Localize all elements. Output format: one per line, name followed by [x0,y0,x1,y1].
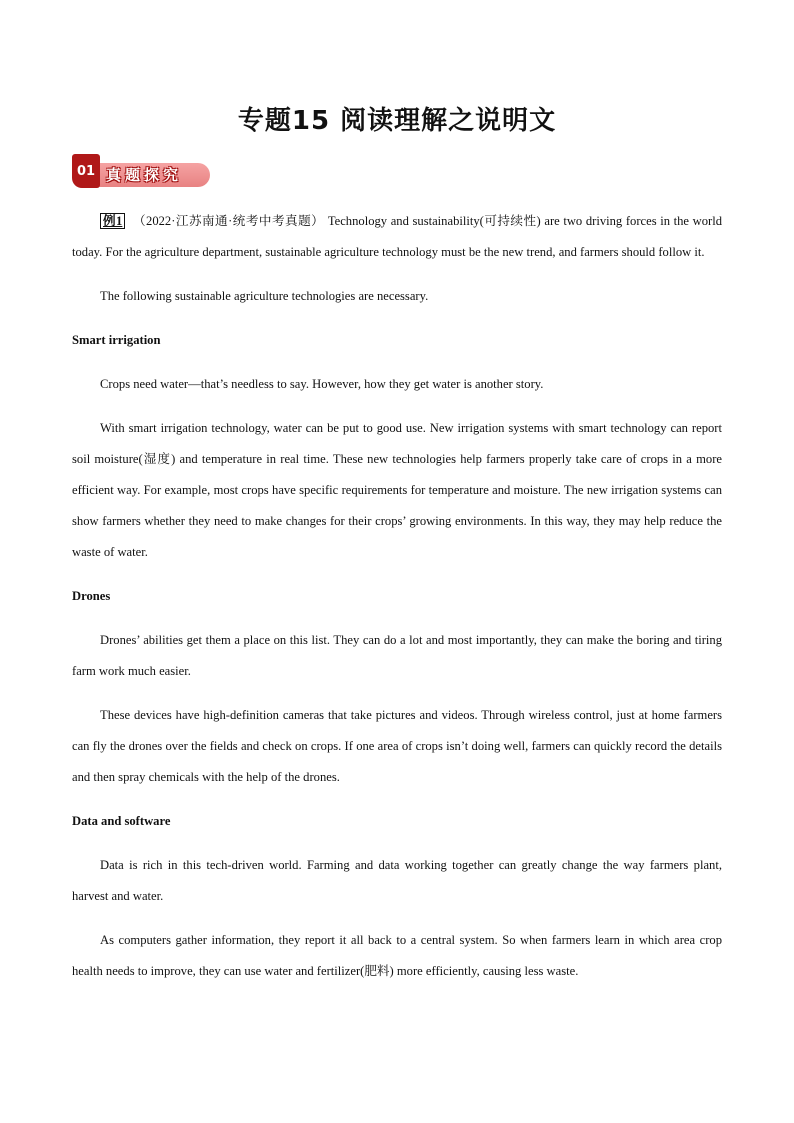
example-intro-text: Technology and sustainability(可持续性) are two driving forces in the world today. For the agriculture department, sustainable agriculture technology must be the new trend, and farmers should follow it. [72,214,722,259]
page-title: 专题15 阅读理解之说明文 [237,106,557,136]
article-body [72,206,722,1000]
paragraph: Drones’ abilities get them a place on this list. They can do a lot and most importantly, they can make the boring and tiring farm work much easier. [72,633,722,678]
paragraph: With smart irrigation technology, water can be put to good use. New irrigation systems with smart technology can report soil moisture(湿度) and temperature in real time. These new technologies help farmers properly take care of crops in a more efficient way. For example, most crops have specific requirements for temperature and moisture. The new irrigation systems can show farmers whether they need to make changes for their crops’ growing environments. In this way, they may help reduce the waste of water. [72,421,722,559]
paragraph: Crops need water—that’s needless to say. However, how they get water is another story. [100,377,544,391]
example-label: 例1 [100,213,125,229]
section-tag-label: 真题探究 [106,166,183,184]
section-heading-smart-irrigation: Smart irrigation [72,333,161,347]
example-source: （2022·江苏南通·统考中考真题） [132,214,325,228]
section-number-badge: 01 [72,154,100,188]
section-tag [72,154,212,188]
example-intro-paragraph [72,206,722,268]
following-paragraph: The following sustainable agriculture technologies are necessary. [100,289,429,303]
section-heading-data-and-software: Data and software [72,814,171,828]
paragraph: Data is rich in this tech-driven world. Farming and data working together can greatly change the way farmers plant, harvest and water. [72,858,722,903]
paragraph: These devices have high-definition cameras that take pictures and videos. Through wireless control, just at home farmers can fly the drones over the fields and check on crops. If one area of crops isn’t doing well, farmers can quickly record the details and then spray chemicals with the help of the drones. [72,708,722,784]
paragraph: As computers gather information, they report it all back to a central system. So when farmers learn in which area crop health needs to improve, they can use water and fertilizer(肥料) more efficiently, causing less waste. [72,933,722,978]
section-heading-drones: Drones [72,589,111,603]
